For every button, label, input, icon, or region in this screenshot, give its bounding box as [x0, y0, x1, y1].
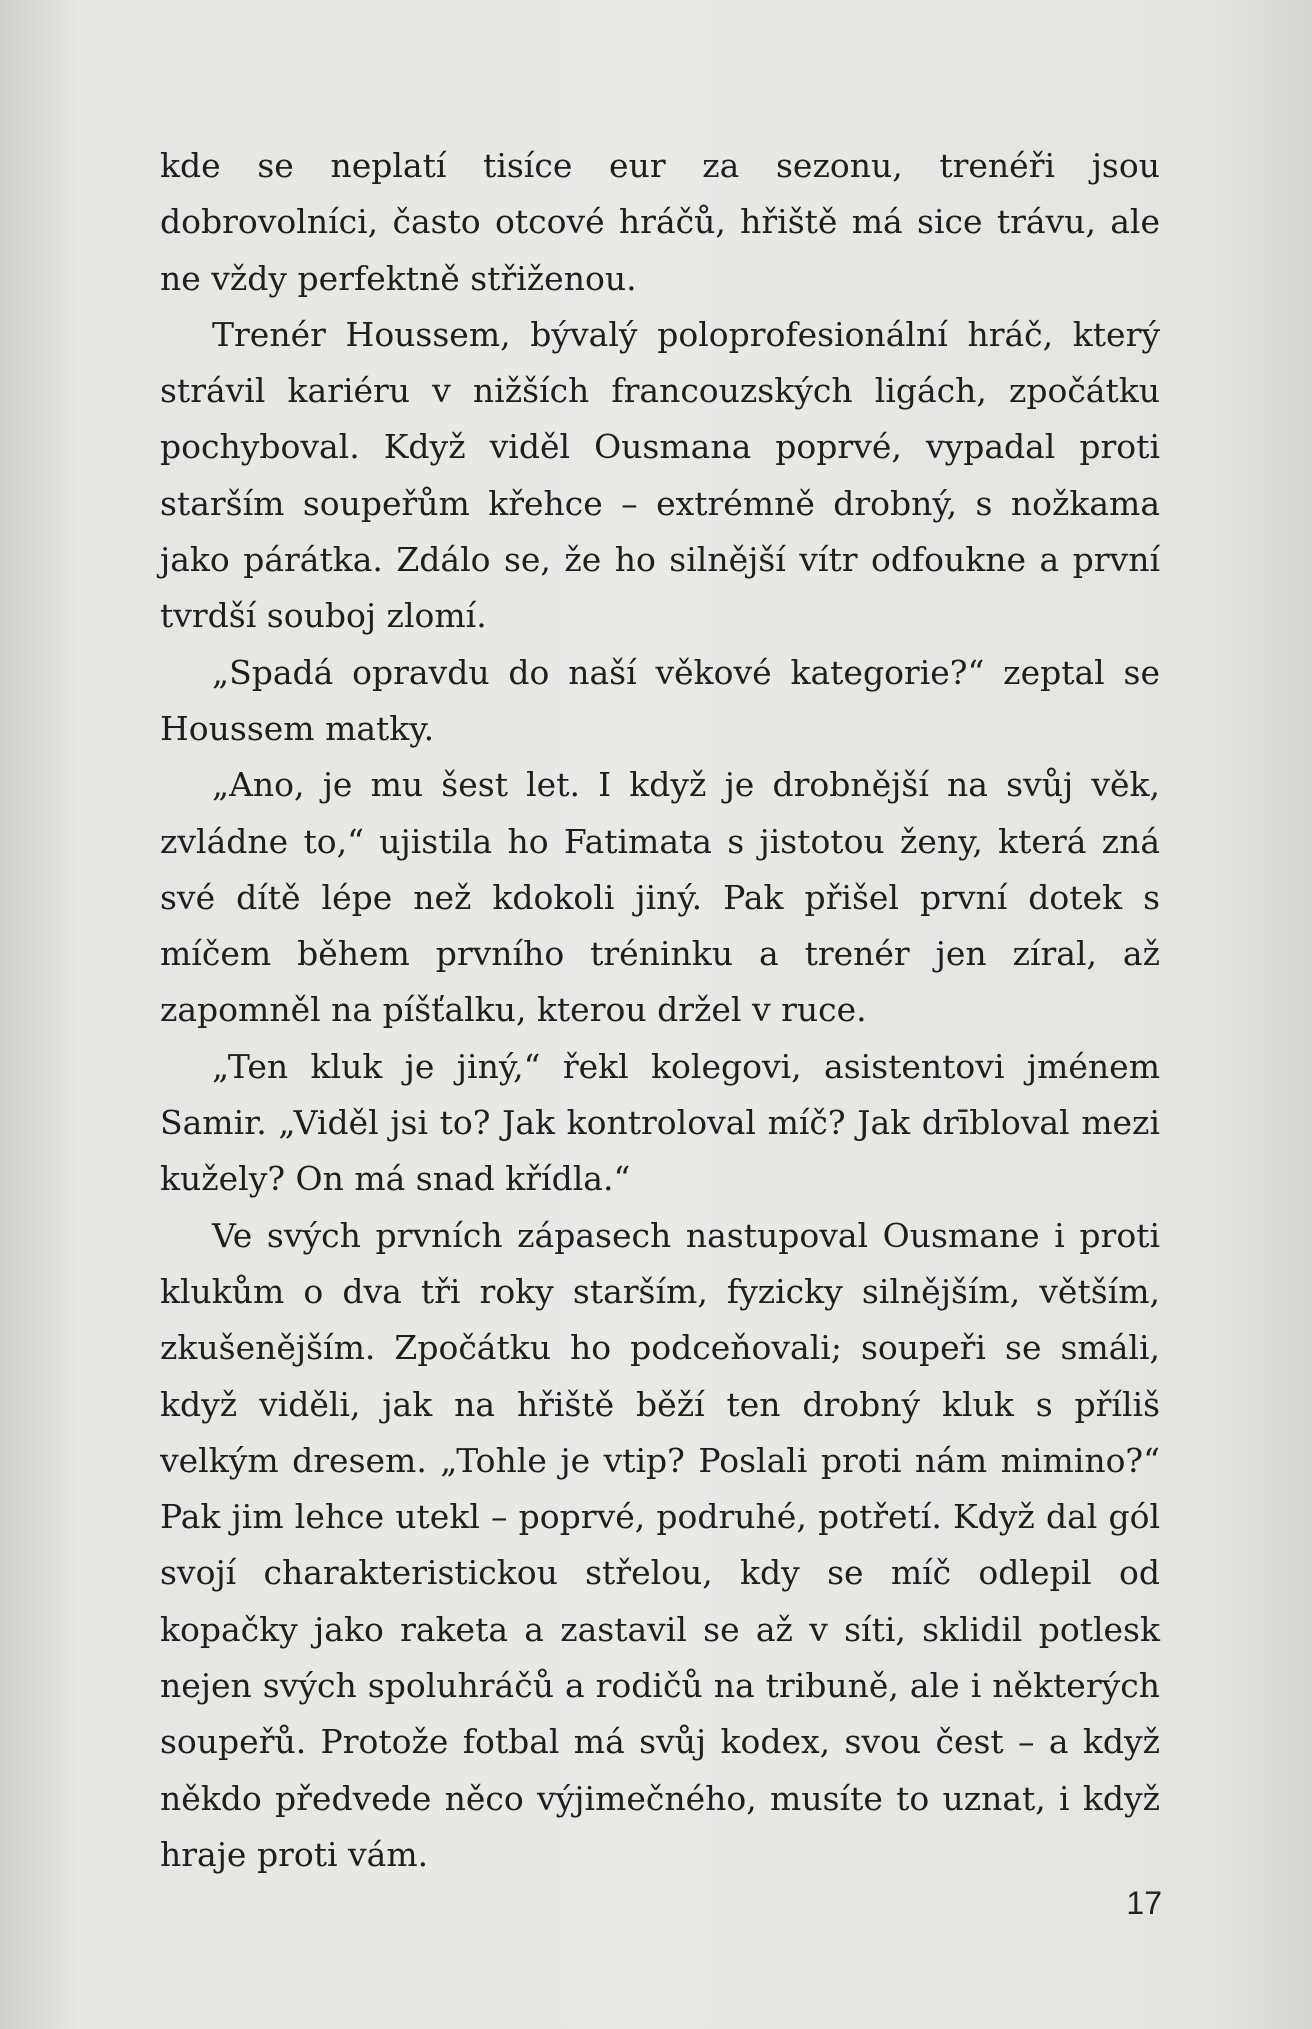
paragraph-5: „Ten kluk je jiný,“ řekl kolegovi, asistentovi jménem Samir. „Viděl jsi to? Jak kontroloval míč? Jak drībloval mezi kužely? On má snad křídla.“ [160, 1046, 1160, 1199]
page-number: 17 [1126, 1885, 1162, 1921]
paragraph-6: Ve svých prvních zápasech nastupoval Ousmane i proti klukům o dva tři roky starším, fyzicky silnějším, větším, zkušenějším. Zpočátku ho podceňovali; soupeři se smáli, když viděli, jak na hřiště běží ten drobný kluk s příliš velkým dresem. „Tohle je vtip? Poslali proti nám mimino?“ Pak jim lehce utekl – poprvé, podruhé, potřetí. Když dal gól svojí charakteristickou střelou, kdy se míč odlepil od kopačky jako raketa a zastavil se až v síti, sklidil potlesk nejen svých spoluhráčů a rodičů na tribuně, ale i některých soupeřů. Protože fotbal má svůj kodex, svou čest – a když někdo předvede něco výjimečného, musíte to uznat, i když hraje proti vám. [160, 1215, 1160, 1874]
paragraph-4: „Ano, je mu šest let. I když je drobnější na svůj věk, zvládne to,“ ujistila ho Fatimata s jistotou ženy, která zná své dítě lépe než kdokoli jiný. Pak přišel první dotek s míčem během prvního tréninku a trenér jen zíral, až zapomněl na píšťalku, kterou držel v ruce. [160, 765, 1160, 1030]
paragraph-3: „Spadá opravdu do naší věkové kategorie?“ zeptal se Houssem matky. [160, 652, 1160, 748]
paragraph-2: Trenér Houssem, bývalý poloprofesionální hráč, který strávil kariéru v nižších francouzských ligách, zpočátku pochyboval. Když viděl Ousmana poprvé, vypadal proti starším soupeřům křehce – extrémně drobný, s nožkama jako párátka. Zdálo se, že ho silnější vítr odfoukne a první tvrdší souboj zlomí. [160, 314, 1160, 636]
body-text [160, 138, 1160, 1883]
paragraph-1: kde se neplatí tisíce eur za sezonu, trenéři jsou dobrovolníci, často otcové hráčů, hřiště má sice trávu, ale ne vždy perfektně střiženou. [160, 146, 1160, 298]
